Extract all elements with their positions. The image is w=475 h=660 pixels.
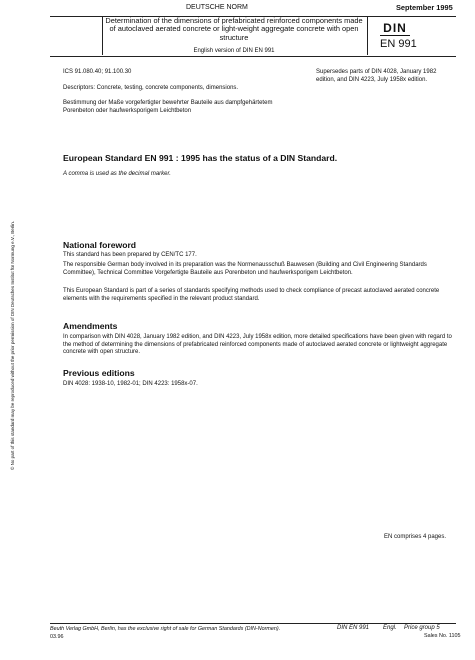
footer-din-ref: DIN EN 991 [337,625,370,631]
english-version-label: English version of DIN EN 991 [193,48,275,54]
footer-price-group: Price group 5 [404,625,440,631]
din-logo-bar [380,35,410,36]
foreword-p2: The responsible German body involved in its preparation was the Normenausschuß Bauwesen (Building and Civil Engineering Standards Committee), Technical Committee Vorgefertigte Bauteile aus Porenbeton und haufwerksporigem Leichtbeton. [63,262,427,276]
footer-sales-number: Sales No. 1105 [424,633,461,639]
copyright-side-text: © No part of this standard may be reproduced without the prior permission of DIN Deutsches Institut für Normung e.V., Berlin. [10,220,15,470]
foreword-p1: This standard has been prepared by CEN/TC 177. [63,252,197,258]
supersedes-note: Supersedes parts of DIN 4028, January 1982 edition, and DIN 4223, July 1958x edition. [316,69,437,83]
issue-date: September 1995 [396,3,453,12]
amendments-heading: Amendments [63,321,118,331]
din-logo [380,22,410,38]
footer-rule [50,623,456,624]
status-heading: European Standard EN 991 : 1995 has the status of a DIN Standard. [63,153,338,163]
foreword-heading: National foreword [63,240,137,250]
print-code: 03.96 [50,634,64,640]
document-title: Determination of the dimensions of prefabricated reinforced components made of autoclaved aerated concrete or light-weight aggregate concrete with open structure [105,16,363,42]
footer-language: Engl. [383,625,397,631]
norm-label: DEUTSCHE NORM [186,4,248,11]
previous-editions-heading: Previous editions [63,368,135,378]
amendments-text: In comparison with DIN 4028, January 1982 edition, and DIN 4223, July 1958x edition, more detailed specifications have been given with regard to the method of determining the dimensions of prefabricated reinforced components made of autoclaved aerated concrete or lightweight aggregate concrete with open structure. [63,334,452,355]
previous-editions-text: DIN 4028: 1938-10, 1982-01; DIN 4223: 1958x-07. [63,381,198,387]
din-logo-text: DIN [383,21,407,35]
publisher-note: Beuth Verlag GmbH, Berlin, has the exclusive right of sale for German Standards (DIN-Normen). [50,626,281,632]
german-title: Bestimmung der Maße vorgefertigter bewehrter Bauteile aus dampfgehärtetem Porenbeton oder haufwerksporigem Leichtbeton [63,100,273,114]
foreword-p3: This European Standard is part of a series of standards specifying methods used to check compliance of precast autoclaved aerated concrete elements with the requirements specified in the relevant product standard. [63,288,440,302]
ics-code: ICS 91.080.40; 91.100.30 [63,69,132,75]
document-number: EN 991 [380,38,417,50]
descriptors: Descriptors: Concrete, testing, concrete components, dimensions. [63,85,239,91]
decimal-marker-note: A comma is used as the decimal marker. [63,171,171,177]
page-count-note: EN comprises 4 pages. [384,534,447,540]
header-bottom-rule [50,56,456,57]
